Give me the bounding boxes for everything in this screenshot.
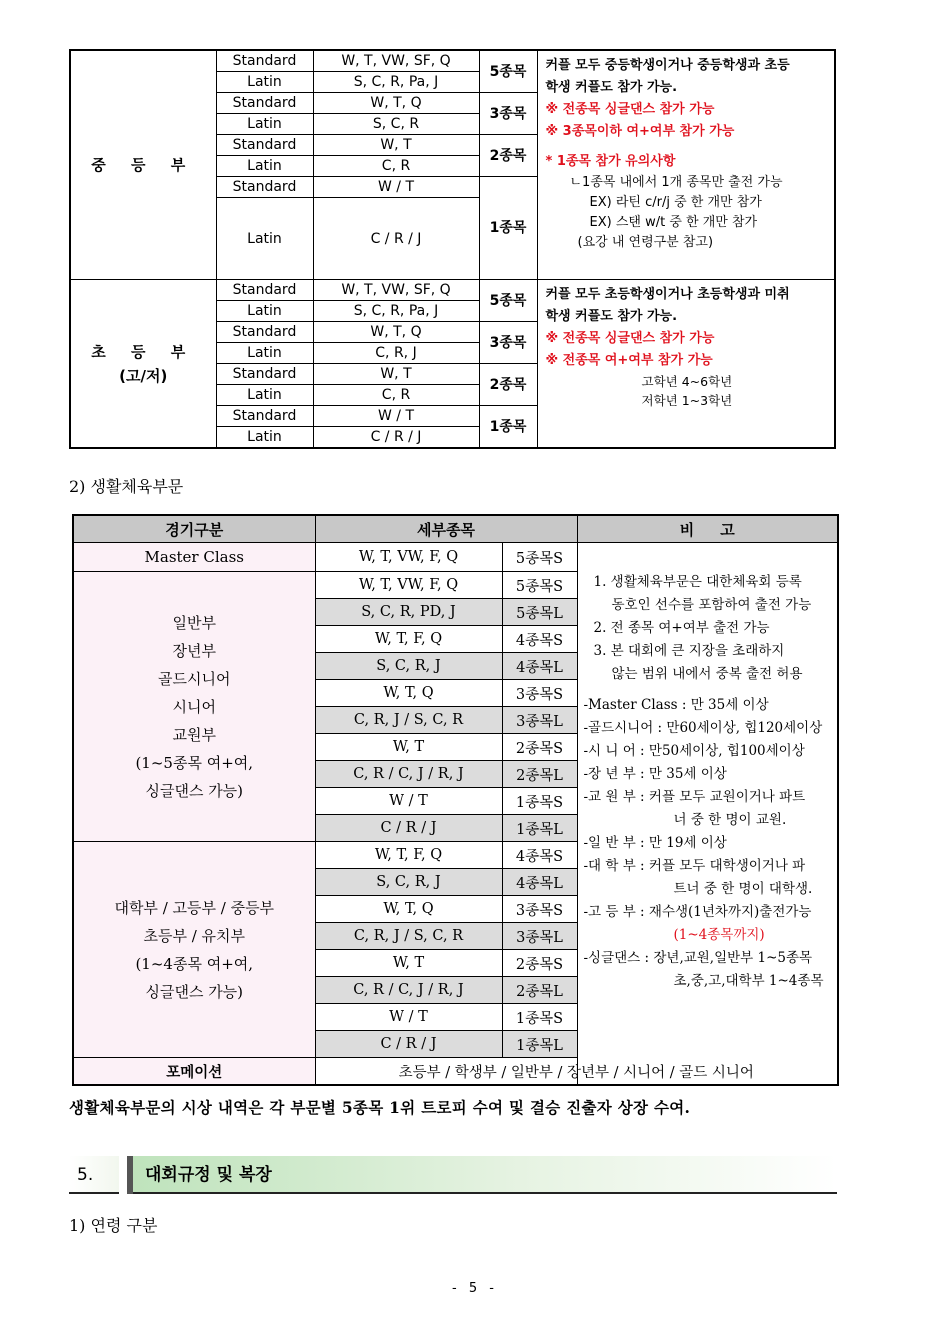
- group-elementary: 초 등 부 (고/저): [70, 280, 216, 449]
- remark-line: 동호인 선수를 포함하여 출전 가능: [611, 597, 812, 613]
- events-cell: W, T, Q: [315, 680, 502, 707]
- remark-line: -골드시니어 : 만60세이상, 힙120세이상: [583, 720, 823, 736]
- dance-type: Latin: [216, 427, 313, 449]
- dance-type: Standard: [216, 135, 313, 156]
- remark-line: 너 중 한 명이 교원.: [673, 812, 787, 828]
- count-cell: 3종목L: [502, 923, 577, 950]
- events-cell: C, R / C, J / R, J: [315, 977, 502, 1004]
- header-remarks: 비 고: [577, 515, 838, 543]
- note-red: * 1종목 참가 유의사항: [545, 154, 676, 169]
- event-count: 2종목: [479, 135, 537, 177]
- dance-type: Standard: [216, 280, 313, 301]
- note-sub: (요강 내 연령구분 참고): [577, 235, 714, 250]
- dance-events: W, T, Q: [313, 93, 479, 114]
- dance-events: C / R / J: [313, 198, 479, 280]
- events-cell: W / T: [315, 788, 502, 815]
- life-sports-table: [72, 514, 839, 1086]
- middle-school-note: [537, 50, 835, 280]
- event-count: 5종목: [479, 50, 537, 93]
- events-cell: C, R, J / S, C, R: [315, 707, 502, 734]
- remarks-cell: [577, 543, 838, 1086]
- note-line: 학생 커플도 참가 가능.: [545, 309, 678, 324]
- events-cell: S, C, R, J: [315, 653, 502, 680]
- dance-type: Standard: [216, 177, 313, 198]
- remark-line: 1. 생활체육부문은 대한체육회 등록: [593, 574, 802, 590]
- section-title: 대회규정 및 복장: [133, 1156, 837, 1194]
- events-cell: W, T, Q: [315, 896, 502, 923]
- dance-type: Latin: [216, 156, 313, 177]
- formation-value: 초등부 / 학생부 / 일반부 / 장년부 / 시니어 / 골드 시니어: [315, 1058, 838, 1086]
- events-cell: S, C, R, PD, J: [315, 599, 502, 626]
- page-number: - 5 -: [452, 1281, 498, 1296]
- dance-type: Latin: [216, 198, 313, 280]
- events-cell: W, T, VW, F, Q: [315, 543, 502, 572]
- count-cell: 2종목S: [502, 734, 577, 761]
- formation-label: 포메이션: [73, 1058, 315, 1086]
- events-cell: W, T: [315, 734, 502, 761]
- note-red: ※ 3종목이하 여+여부 참가 가능: [545, 124, 735, 139]
- events-cell: C / R / J: [315, 815, 502, 842]
- count-cell: 5종목L: [502, 599, 577, 626]
- dance-events: W, T, Q: [313, 322, 479, 343]
- dance-events: W / T: [313, 177, 479, 198]
- count-cell: 1종목S: [502, 788, 577, 815]
- events-cell: W, T: [315, 950, 502, 977]
- events-cell: S, C, R, J: [315, 869, 502, 896]
- count-cell: 2종목L: [502, 977, 577, 1004]
- school-division-table: [69, 49, 836, 449]
- dance-type: Standard: [216, 50, 313, 72]
- count-cell: 4종목S: [502, 842, 577, 869]
- count-cell: 5종목S: [502, 543, 577, 572]
- dance-type: Latin: [216, 385, 313, 406]
- dance-events: W, T: [313, 364, 479, 385]
- student-division-cell: 대학부 / 고등부 / 중등부 초등부 / 유치부 (1~4종목 여+여, 싱글댄스 가능): [73, 842, 315, 1058]
- remark-line: 초,중,고,대학부 1~4종목: [673, 973, 824, 989]
- general-division-cell: 일반부 장년부 골드시니어 시니어 교원부 (1~5종목 여+여, 싱글댄스 가능): [73, 572, 315, 842]
- remark-line: 2. 전 종목 여+여부 출전 가능: [593, 620, 770, 636]
- subheading-age: 1) 연령 구분: [69, 1216, 158, 1235]
- note-sub: ㄴ1종목 내에서 1개 종목만 출전 가능: [569, 175, 783, 190]
- events-cell: C / R / J: [315, 1031, 502, 1058]
- remark-line: -대 학 부 : 커플 모두 대학생이거나 파: [583, 858, 806, 874]
- section-number: 5.: [69, 1156, 119, 1194]
- award-summary: 생활체육부문의 시상 내역은 각 부문별 5종목 1위 트로피 수여 및 결승 진출자 상장 수여.: [69, 1098, 691, 1117]
- section-5-header: [69, 1156, 837, 1196]
- dance-events: C, R: [313, 385, 479, 406]
- events-cell: W / T: [315, 1004, 502, 1031]
- events-cell: C, R, J / S, C, R: [315, 923, 502, 950]
- note-line: 커플 모두 초등학생이거나 초등학생과 미취: [545, 287, 790, 302]
- event-count: 5종목: [479, 280, 537, 322]
- event-count: 1종목: [479, 177, 537, 280]
- header-events: 세부종목: [315, 515, 577, 543]
- count-cell: 2종목L: [502, 761, 577, 788]
- header-division: 경기구분: [73, 515, 315, 543]
- age-range: 고학년 4~6학년: [641, 374, 733, 389]
- dance-events: C, R, J: [313, 343, 479, 364]
- dance-type: Standard: [216, 364, 313, 385]
- note-red: ※ 전종목 싱글댄스 참가 가능: [545, 331, 715, 346]
- count-cell: 4종목L: [502, 653, 577, 680]
- section-heading-life-sports: 2) 생활체육부문: [69, 477, 184, 496]
- dance-events: C / R / J: [313, 427, 479, 449]
- dance-events: W, T, VW, SF, Q: [313, 280, 479, 301]
- dance-type: Standard: [216, 93, 313, 114]
- remark-line: -장 년 부 : 만 35세 이상: [583, 766, 727, 782]
- event-count: 2종목: [479, 364, 537, 406]
- count-cell: 4종목L: [502, 869, 577, 896]
- note-red: ※ 전종목 여+여부 참가 가능: [545, 353, 713, 368]
- note-sub: EX) 라틴 c/r/j 중 한 개만 참가: [589, 195, 762, 210]
- dance-type: Latin: [216, 343, 313, 364]
- remark-line: -싱글댄스 : 장년,교원,일반부 1~5종목: [583, 950, 813, 966]
- remark-line: 트너 중 한 명이 대학생.: [673, 881, 813, 897]
- note-sub: EX) 스탠 w/t 중 한 개만 참가: [589, 215, 758, 230]
- event-count: 3종목: [479, 93, 537, 135]
- master-class-label: Master Class: [73, 543, 315, 572]
- count-cell: 2종목S: [502, 950, 577, 977]
- age-range: 저학년 1~3학년: [641, 393, 733, 408]
- note-red: ※ 전종목 싱글댄스 참가 가능: [545, 102, 715, 117]
- note-line: 학생 커플도 참가 가능.: [545, 80, 678, 95]
- events-cell: W, T, F, Q: [315, 626, 502, 653]
- count-cell: 1종목L: [502, 1031, 577, 1058]
- dance-events: W / T: [313, 406, 479, 427]
- count-cell: 1종목L: [502, 815, 577, 842]
- event-count: 3종목: [479, 322, 537, 364]
- dance-events: S, C, R, Pa, J: [313, 72, 479, 93]
- remark-line: -시 니 어 : 만50세이상, 힙100세이상: [583, 743, 805, 759]
- group-sub: (고/저): [119, 366, 168, 385]
- elementary-note: [537, 280, 835, 449]
- remark-line: -고 등 부 : 재수생(1년차까지)출전가능: [583, 904, 812, 920]
- remark-line: -Master Class : 만 35세 이상: [583, 697, 769, 713]
- dance-type: Latin: [216, 301, 313, 322]
- count-cell: 4종목S: [502, 626, 577, 653]
- remark-line-red: (1~4종목까지): [673, 927, 765, 943]
- group-middle-school: 중 등 부: [70, 50, 216, 280]
- dance-events: C, R: [313, 156, 479, 177]
- note-line: 커플 모두 중등학생이거나 중등학생과 초등: [545, 58, 790, 73]
- remark-line: -교 원 부 : 커플 모두 교원이거나 파트: [583, 789, 806, 805]
- dance-events: S, C, R: [313, 114, 479, 135]
- count-cell: 1종목S: [502, 1004, 577, 1031]
- count-cell: 3종목S: [502, 896, 577, 923]
- count-cell: 5종목S: [502, 572, 577, 599]
- event-count: 1종목: [479, 406, 537, 449]
- count-cell: 3종목L: [502, 707, 577, 734]
- remark-line: 3. 본 대회에 큰 지장을 초래하지: [593, 643, 785, 659]
- dance-type: Standard: [216, 322, 313, 343]
- count-cell: 3종목S: [502, 680, 577, 707]
- dance-type: Latin: [216, 114, 313, 135]
- dance-events: W, T, VW, SF, Q: [313, 50, 479, 72]
- dance-events: W, T: [313, 135, 479, 156]
- events-cell: W, T, VW, F, Q: [315, 572, 502, 599]
- events-cell: C, R / C, J / R, J: [315, 761, 502, 788]
- remark-line: -일 반 부 : 만 19세 이상: [583, 835, 727, 851]
- events-cell: W, T, F, Q: [315, 842, 502, 869]
- dance-type: Standard: [216, 406, 313, 427]
- dance-type: Latin: [216, 72, 313, 93]
- dance-events: S, C, R, Pa, J: [313, 301, 479, 322]
- remark-line: 않는 범위 내에서 중복 출전 허용: [611, 666, 803, 682]
